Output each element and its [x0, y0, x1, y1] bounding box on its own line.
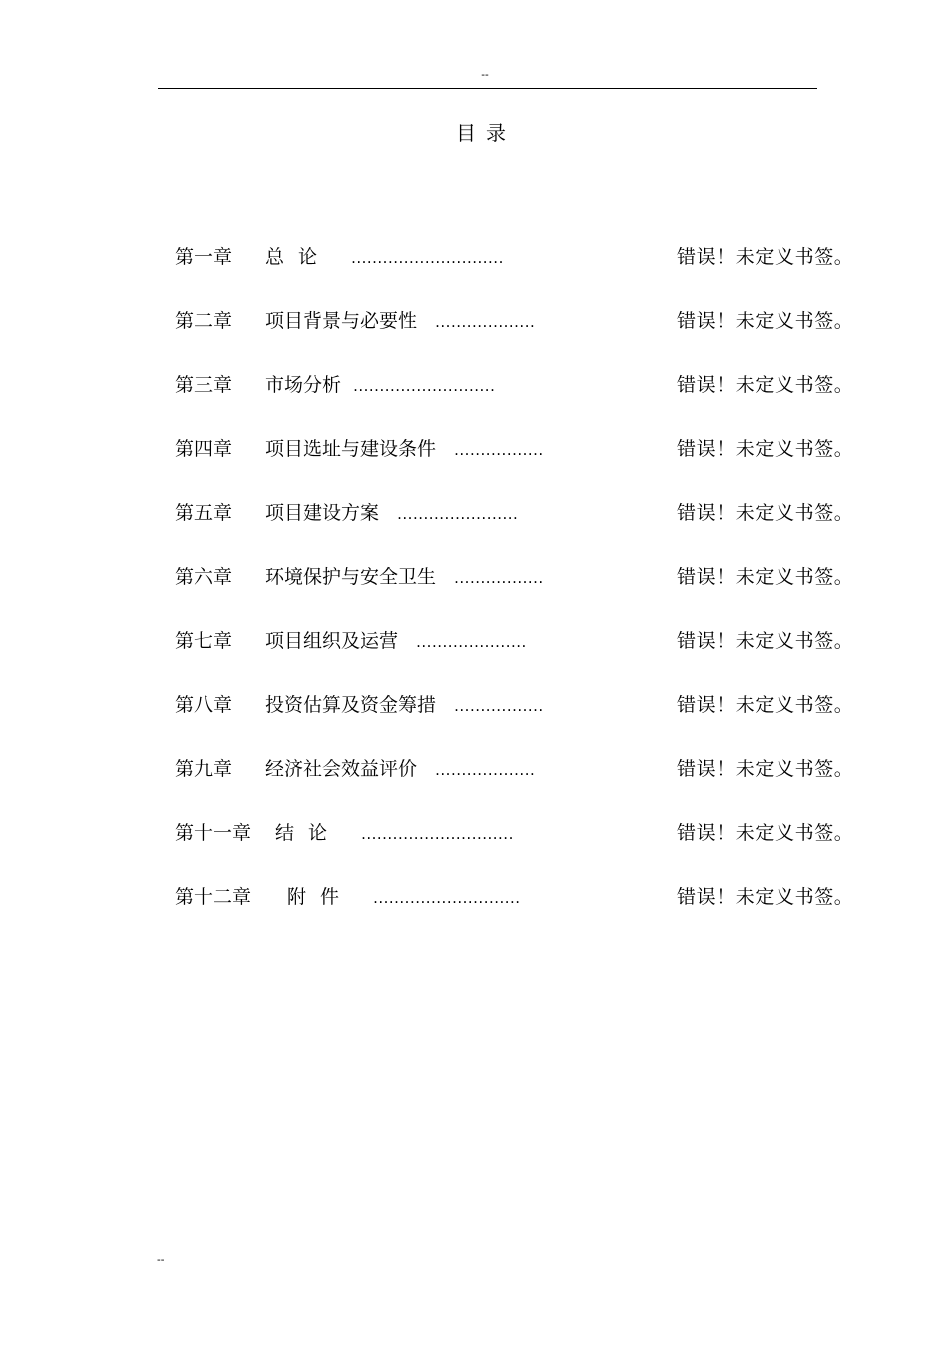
toc-leader-dots: ................. [454, 441, 544, 459]
toc-leader-dots: ................. [454, 569, 544, 587]
toc-chapter-title: 市场分析 ........................... [265, 374, 496, 396]
toc-page-reference: 错误！未定义书签。 [677, 694, 854, 716]
page-footer-mark: -- [157, 1253, 165, 1266]
toc-leader-dots: ................. [454, 697, 544, 715]
toc-chapter-title: 结论 ............................. [275, 822, 514, 844]
toc-chapter-number: 第三章 [175, 374, 233, 396]
toc-entry-9[interactable] [175, 755, 865, 819]
toc-entry-10[interactable] [175, 819, 865, 883]
toc-chapter-title: 项目建设方案 ....................... [265, 502, 519, 524]
toc-entry-4[interactable] [175, 435, 865, 499]
toc-chapter-title: 环境保护与安全卫生 ................. [265, 566, 544, 588]
toc-chapter-title: 项目选址与建设条件 ................. [265, 438, 544, 460]
toc-page-reference: 错误！未定义书签。 [677, 886, 854, 908]
toc-chapter-number: 第一章 [175, 246, 233, 268]
table-of-contents [175, 243, 865, 947]
toc-entry-8[interactable] [175, 691, 865, 755]
toc-chapter-title: 投资估算及资金筹措 ................. [265, 694, 544, 716]
toc-entry-6[interactable] [175, 563, 865, 627]
toc-chapter-number: 第四章 [175, 438, 233, 460]
toc-entry-7[interactable] [175, 627, 865, 691]
toc-entry-1[interactable] [175, 243, 865, 307]
toc-leader-dots: ....................... [397, 505, 519, 523]
toc-leader-dots: ................... [435, 761, 536, 779]
toc-chapter-number: 第六章 [175, 566, 233, 588]
header-divider [158, 88, 817, 89]
toc-entry-5[interactable] [175, 499, 865, 563]
toc-page-reference: 错误！未定义书签。 [677, 310, 854, 332]
toc-page-reference: 错误！未定义书签。 [677, 374, 854, 396]
toc-chapter-title: 总论 ............................. [265, 246, 504, 268]
toc-chapter-title: 附件 ............................ [287, 886, 521, 908]
toc-chapter-number: 第十二章 [175, 886, 252, 908]
toc-leader-dots: ................... [435, 313, 536, 331]
toc-chapter-number: 第十一章 [175, 822, 252, 844]
toc-chapter-title: 项目组织及运营 ..................... [265, 630, 527, 652]
toc-page-reference: 错误！未定义书签。 [677, 566, 854, 588]
toc-chapter-title: 项目背景与必要性 ................... [265, 310, 536, 332]
page-title: 目录 [456, 121, 516, 145]
toc-page-reference: 错误！未定义书签。 [677, 822, 854, 844]
toc-chapter-number: 第九章 [175, 758, 233, 780]
toc-leader-dots: ..................... [416, 633, 527, 651]
toc-chapter-number: 第二章 [175, 310, 233, 332]
toc-chapter-number: 第七章 [175, 630, 233, 652]
toc-chapter-number: 第八章 [175, 694, 233, 716]
toc-leader-dots: ........................... [353, 377, 496, 395]
page-header-mark: -- [481, 68, 489, 81]
toc-leader-dots: ............................ [373, 889, 521, 907]
toc-entry-11[interactable] [175, 883, 865, 947]
toc-entry-3[interactable] [175, 371, 865, 435]
toc-page-reference: 错误！未定义书签。 [677, 438, 854, 460]
toc-leader-dots: ............................. [351, 249, 504, 267]
toc-chapter-title: 经济社会效益评价 ................... [265, 758, 536, 780]
toc-leader-dots: ............................. [361, 825, 514, 843]
toc-page-reference: 错误！未定义书签。 [677, 246, 854, 268]
toc-page-reference: 错误！未定义书签。 [677, 502, 854, 524]
toc-page-reference: 错误！未定义书签。 [677, 630, 854, 652]
toc-page-reference: 错误！未定义书签。 [677, 758, 854, 780]
toc-chapter-number: 第五章 [175, 502, 233, 524]
toc-entry-2[interactable] [175, 307, 865, 371]
